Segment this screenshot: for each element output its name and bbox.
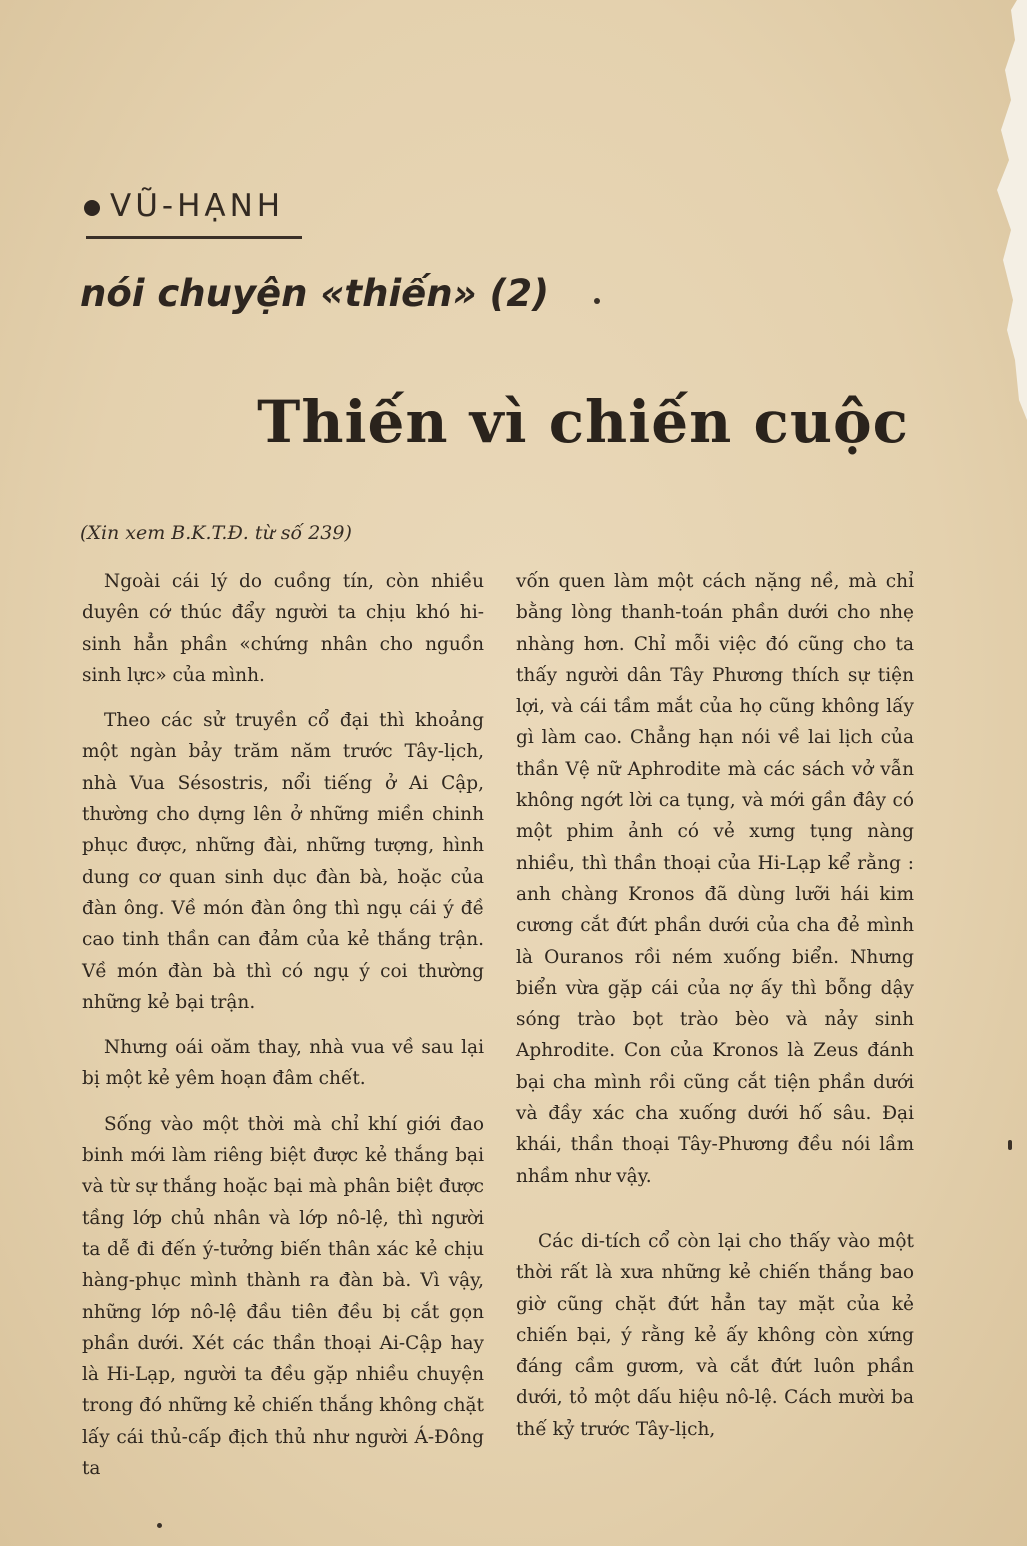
ink-speck xyxy=(594,298,600,304)
paragraph: Nhưng oái oăm thay, nhà vua về sau lại bị một kẻ yêm hoạn đâm chết. xyxy=(82,1037,484,1090)
author-underline xyxy=(86,236,302,239)
article-title: Thiến vì chiến cuộc xyxy=(257,388,909,456)
series-title: nói chuyện «thiến» (2) xyxy=(80,272,550,315)
ink-speck xyxy=(157,1523,162,1528)
paragraph: Ngoài cái lý do cuồng tín, còn nhiều duyên cớ thúc đẩy người ta chịu khó hi-sinh hẳn phần «chứng nhân cho nguồn sinh lực» của mình. xyxy=(82,571,484,686)
bullet-icon xyxy=(84,200,100,216)
paragraph: Các di-tích cổ còn lại cho thấy vào một thời rất là xưa những kẻ chiến thắng bao giờ cũng chặt đứt hẳn tay mặt của kẻ chiến bại, ý rằng kẻ ấy không còn xứng đáng cầm gươm, và cắt đứt luôn phần dưới, tỏ một dấu hiệu nô-lệ. Cách mười ba thế kỷ trước Tây-lịch, xyxy=(516,1230,914,1440)
paragraph: vốn quen làm một cách nặng nề, mà chỉ bằng lòng thanh-toán phần dưới cho nhẹ nhàng hơn. Chỉ mỗi việc đó cũng cho ta thấy người dân Tây Phương thích sự tiện lợi, và cái tầm mắt của họ cũng không lấy gì làm cao. Chẳng hạn nói về lai lịch của thần Vệ nữ Aphrodite mà các sách vở vẫn không ngớt lời ca tụng, và mới gần đây có một phim ảnh có vẻ xưng tụng nàng nhiều, thì thần thoại của Hi-Lạp kể rằng : anh chàng Kronos đã dùng lưỡi hái kim cương cắt đứt phần dưới của cha đẻ mình là Ouranos rồi ném xuống biển. Nhưng biển vừa gặp cái của nợ ấy thì bỗng dậy sóng trào bọt trào bèo và nảy sinh Aphrodite. Con của Kronos là Zeus đánh bại cha mình rồi cũng cắt tiện phần dưới và đầy xác cha xuống dưới hố sâu. Đại khái, thần thoại Tây-Phương đều nói lầm nhầm như vậy. xyxy=(516,571,914,1187)
torn-page-edge xyxy=(967,0,1027,420)
paragraph: Sống vào một thời mà chỉ khí giới đao binh mới làm riêng biệt được kẻ thắng bại và từ sự thắng hoặc bại mà phân biệt được tầng lớp chủ nhân và lớp nô-lệ, thì người ta dễ đi đến ý-tưởng biến thân xác kẻ chịu hàng-phục mình thành ra đàn bà. Vì vậy, những lớp nô-lệ đầu tiên đều bị cắt gọn phần dưới. Xét các thần thoại Ai-Cập hay là Hi-Lạp, người ta đều gặp nhiều chuyện trong đó những kẻ chiến thắng không chặt lấy cái thủ-cấp địch thủ như người Á-Đông ta xyxy=(82,1113,484,1480)
series-reference: (Xin xem B.K.T.Đ. từ số 239) xyxy=(80,522,352,544)
author-name xyxy=(84,188,284,224)
author-text: VŨ-HẠNH xyxy=(110,188,285,224)
ink-speck xyxy=(1008,1140,1012,1150)
left-column xyxy=(82,566,484,1498)
right-column xyxy=(516,566,914,1459)
paragraph: Theo các sử truyền cổ đại thì khoảng một ngàn bảy trăm năm trước Tây-lịch, nhà Vua Sésostris, nổi tiếng ở Ai Cập, thường cho dựng lên ở những miền chinh phục được, những đài, những tượng, hình dung cơ quan sinh dục đàn bà, hoặc của đàn ông. Về món đàn ông thì ngụ cái ý đề cao tinh thần can đảm của kẻ thắng trận. Về món đàn bà thì có ngụ ý coi thường những kẻ bại trận. xyxy=(82,710,484,1013)
